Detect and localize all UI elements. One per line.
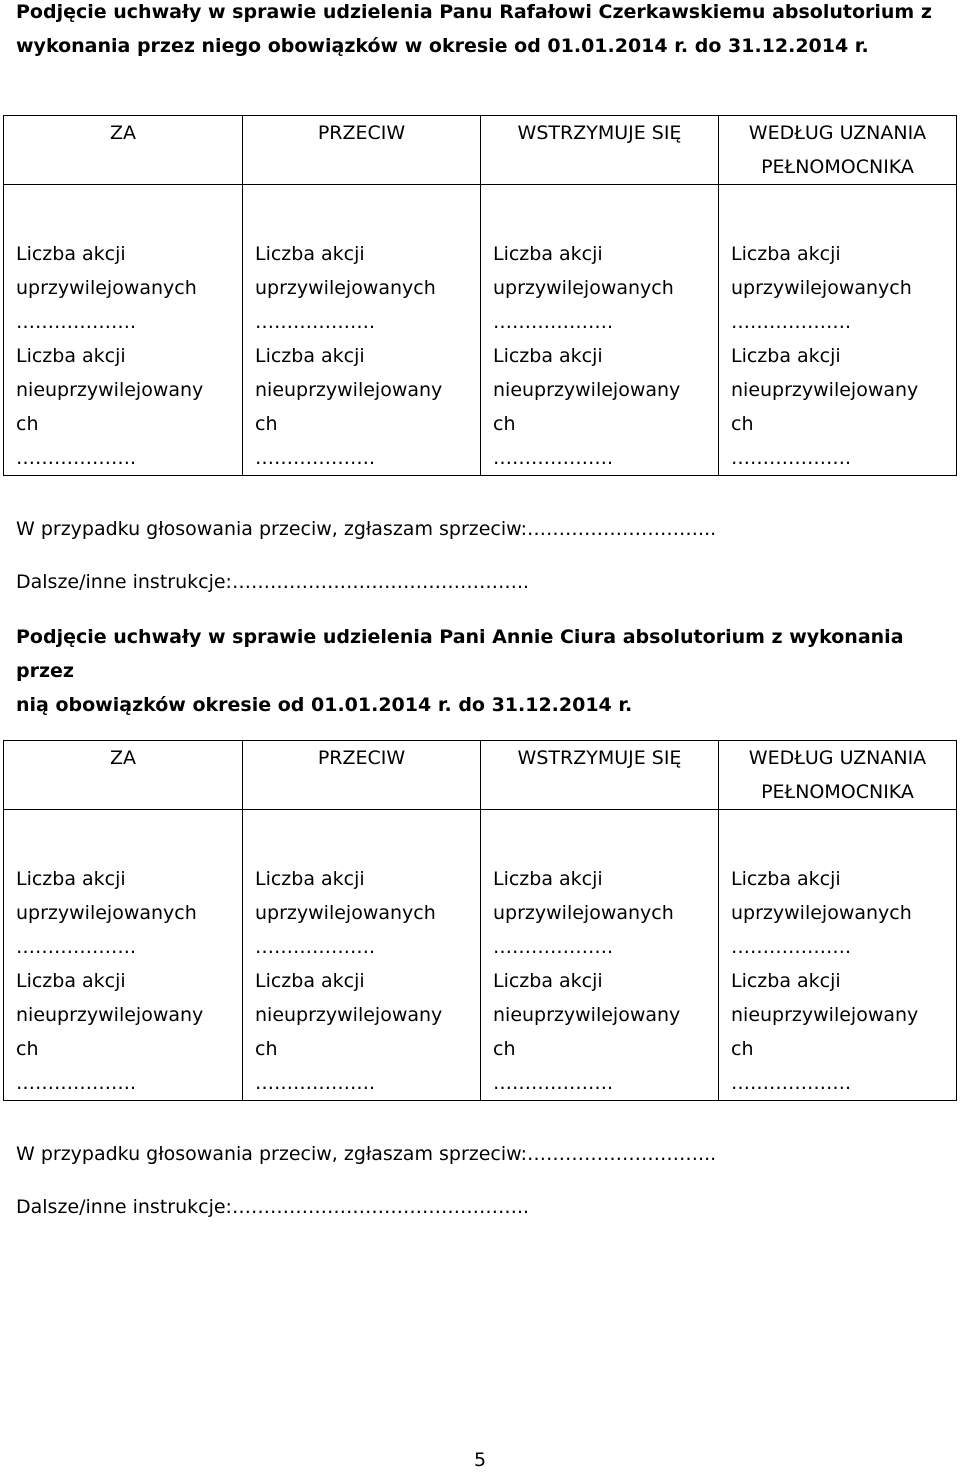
vote-cell-wstrzymuje[interactable]: Liczba akcji uprzywilejowanych ………………. Liczba akcji nieuprzywilejowany ch ……………….: [481, 185, 719, 476]
instructions-line-1[interactable]: Dalsze/inne instrukcje:………………………………………..: [16, 571, 530, 593]
column-header-wstrzymuje: WSTRZYMUJE SIĘ: [481, 741, 719, 810]
vote-cell-przeciw[interactable]: Liczba akcji uprzywilejowanych ………………. Liczba akcji nieuprzywilejowany ch ……………….: [243, 185, 481, 476]
vote-cell-wedlug-uznania[interactable]: Liczba akcji uprzywilejowanych ………………. Liczba akcji nieuprzywilejowany ch ……………….: [719, 810, 957, 1101]
column-header-wedlug-uznania: WEDŁUG UZNANIA PEŁNOMOCNIKA: [719, 116, 957, 185]
objection-line-1[interactable]: W przypadku głosowania przeciw, zgłaszam sprzeciw:………………………...: [16, 518, 717, 540]
vote-cell-za[interactable]: Liczba akcji uprzywilejowanych ………………. Liczba akcji nieuprzywilejowany ch ……………….: [4, 810, 243, 1101]
vote-cell-wstrzymuje[interactable]: Liczba akcji uprzywilejowanych ………………. Liczba akcji nieuprzywilejowany ch ……………….: [481, 810, 719, 1101]
vote-table-body-row: [4, 185, 957, 476]
heading-line: wykonania przez niego obowiązków w okresie od 01.01.2014 r. do 31.12.2014 r.: [16, 35, 869, 57]
vote-table-1: [3, 115, 957, 476]
column-header-za: ZA: [4, 741, 243, 810]
vote-cell-za[interactable]: Liczba akcji uprzywilejowanych ………………. Liczba akcji nieuprzywilejowany ch ……………….: [4, 185, 243, 476]
page-number: 5: [473, 1449, 487, 1471]
vote-table-body-row: [4, 810, 957, 1101]
column-header-wedlug-uznania: WEDŁUG UZNANIA PEŁNOMOCNIKA: [719, 741, 957, 810]
column-header-za: ZA: [4, 116, 243, 185]
heading-line: nią obowiązków okresie od 01.01.2014 r. do 31.12.2014 r.: [16, 694, 633, 716]
vote-cell-przeciw[interactable]: Liczba akcji uprzywilejowanych ………………. Liczba akcji nieuprzywilejowany ch ……………….: [243, 810, 481, 1101]
vote-cell-wedlug-uznania[interactable]: Liczba akcji uprzywilejowanych ………………. Liczba akcji nieuprzywilejowany ch ……………….: [719, 185, 957, 476]
column-header-przeciw: PRZECIW: [243, 116, 481, 185]
vote-table-header-row: [4, 741, 957, 810]
objection-line-2[interactable]: W przypadku głosowania przeciw, zgłaszam sprzeciw:………………………...: [16, 1143, 717, 1165]
instructions-line-2[interactable]: Dalsze/inne instrukcje:………………………………………..: [16, 1196, 530, 1218]
heading-line: Podjęcie uchwały w sprawie udzielenia Pani Annie Ciura absolutorium z wykonania przez: [16, 626, 904, 682]
resolution-heading-2: [16, 620, 946, 722]
heading-line: Podjęcie uchwały w sprawie udzielenia Panu Rafałowi Czerkawskiemu absolutorium z: [16, 1, 932, 23]
resolution-heading-1: [16, 0, 946, 63]
column-header-przeciw: PRZECIW: [243, 741, 481, 810]
vote-table-2: [3, 740, 957, 1101]
column-header-wstrzymuje: WSTRZYMUJE SIĘ: [481, 116, 719, 185]
vote-table-header-row: [4, 116, 957, 185]
